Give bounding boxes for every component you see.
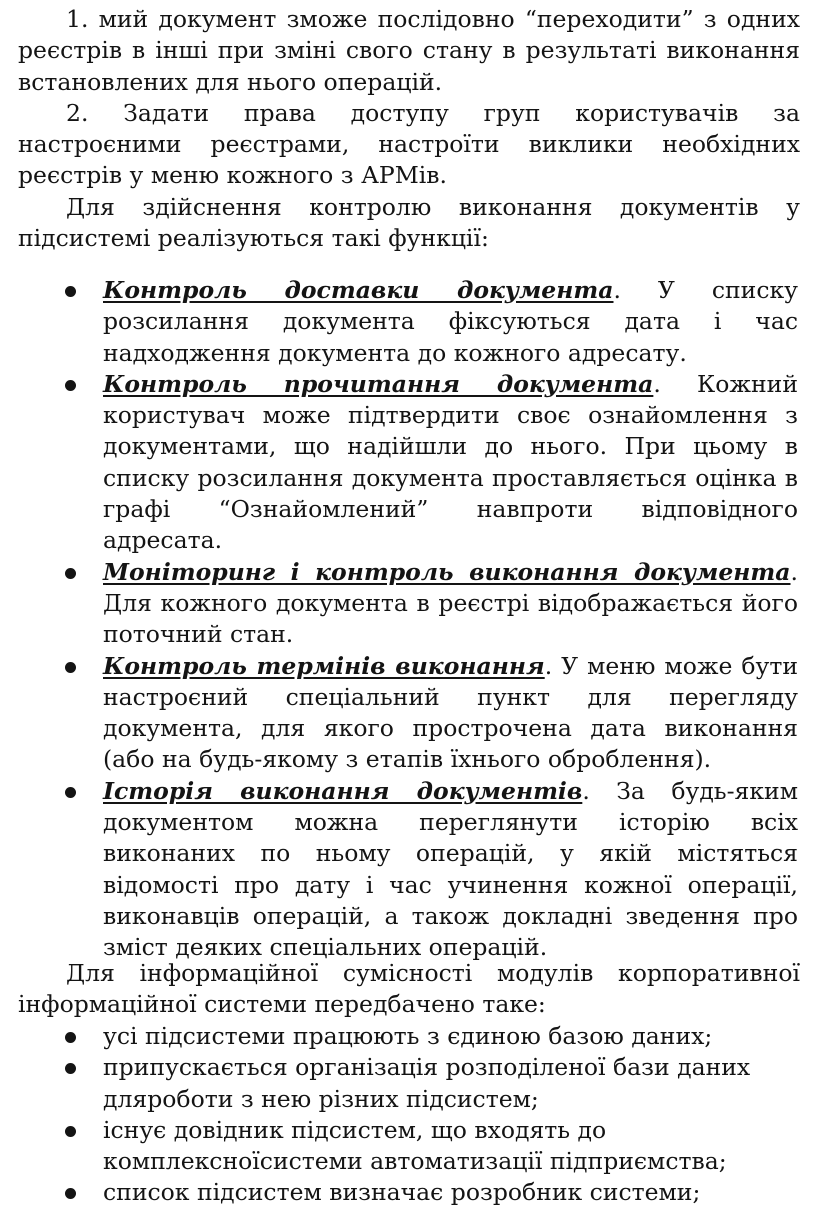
compatibility-list (0, 1021, 798, 1209)
paragraph-control-intro: Для здійснення контролю виконання документів у підсистемі реалізуються такі функції: (18, 192, 800, 253)
compatibility-section (18, 958, 800, 1021)
list-item (0, 1177, 798, 1208)
list-item-text: існує довідник підсистем, що входять до комплексноїсистеми автоматизації підприємства; (103, 1115, 727, 1176)
paragraph-compatibility-intro: Для інформаційної сумісності модулів корпоративної інформаційної системи передбачено таке: (18, 959, 800, 1019)
intro-section (18, 4, 800, 254)
list-item (0, 1052, 798, 1115)
bullet-icon (65, 568, 76, 579)
list-item (0, 776, 798, 964)
list-item-text: . За будь-яким документом можна переглянути історію всіх виконаних по ньому операцій, у якій містяться відомості про дату і час учинення кожної операції, виконавців операцій, а також докладні зведення про зміст деяких спеціальних операцій. (103, 776, 798, 962)
bullet-icon (65, 787, 76, 798)
list-item (0, 651, 798, 776)
bullet-icon (65, 1188, 76, 1199)
bullet-icon (65, 1063, 76, 1074)
list-item-term: Історія виконання документів (103, 776, 583, 805)
list-item-text: список підсистем визначає розробник системи; (103, 1178, 701, 1207)
list-item (0, 275, 798, 369)
paragraph-step-2: 2. Задати права доступу груп користувачів за настроєними реєстрами, настроїти виклики необхідних реєстрів у меню кожного з АРМів. (18, 98, 800, 190)
list-item-term: Контроль термінів виконання (103, 651, 545, 680)
list-item-term: Контроль доставки документа (103, 276, 614, 304)
paragraph-step-1: 1. мий документ зможе послідовно “переходити” з одних реєстрів в інші при зміні свого стану в результаті виконання встановлених для нього операцій. (18, 5, 800, 96)
list-item (0, 1115, 798, 1178)
list-item-text: . У меню може бути настроєний спеціальний пункт для перегляду документа, для якого прострочена дата виконання (або на будь-якому з етапів їхнього оброблення). (103, 651, 799, 774)
bullet-icon (65, 662, 76, 673)
control-functions-list (0, 275, 798, 964)
list-item (0, 1021, 798, 1052)
list-item-term: Контроль прочитання документа (103, 369, 654, 398)
list-item-text: усі підсистеми працюють з єдиною базою даних; (103, 1022, 713, 1050)
bullet-icon (65, 380, 76, 391)
list-item-text: . Для кожного документа в реєстрі відображається його поточний стан. (103, 557, 798, 649)
list-item (0, 369, 798, 557)
list-item-term: Моніторинг і контроль виконання документа (103, 557, 791, 586)
bullet-icon (65, 286, 76, 297)
list-item (0, 557, 798, 651)
bullet-icon (65, 1126, 76, 1137)
list-item-text: припускається організація розподіленої бази даних дляроботи з нею різних підсистем; (103, 1053, 751, 1113)
bullet-icon (65, 1032, 76, 1043)
list-item-text: . Кожний користувач може підтвердити своє ознайомлення з документами, що надійшли до нього. При цьому в списку розсилання документа проставляється оцінка в графі “Ознайомлений” навпроти відповідного адресата. (103, 369, 798, 555)
list-item-text: . У списку розсилання документа фіксуються дата і час надходження документа до кожного адресату. (103, 276, 798, 367)
